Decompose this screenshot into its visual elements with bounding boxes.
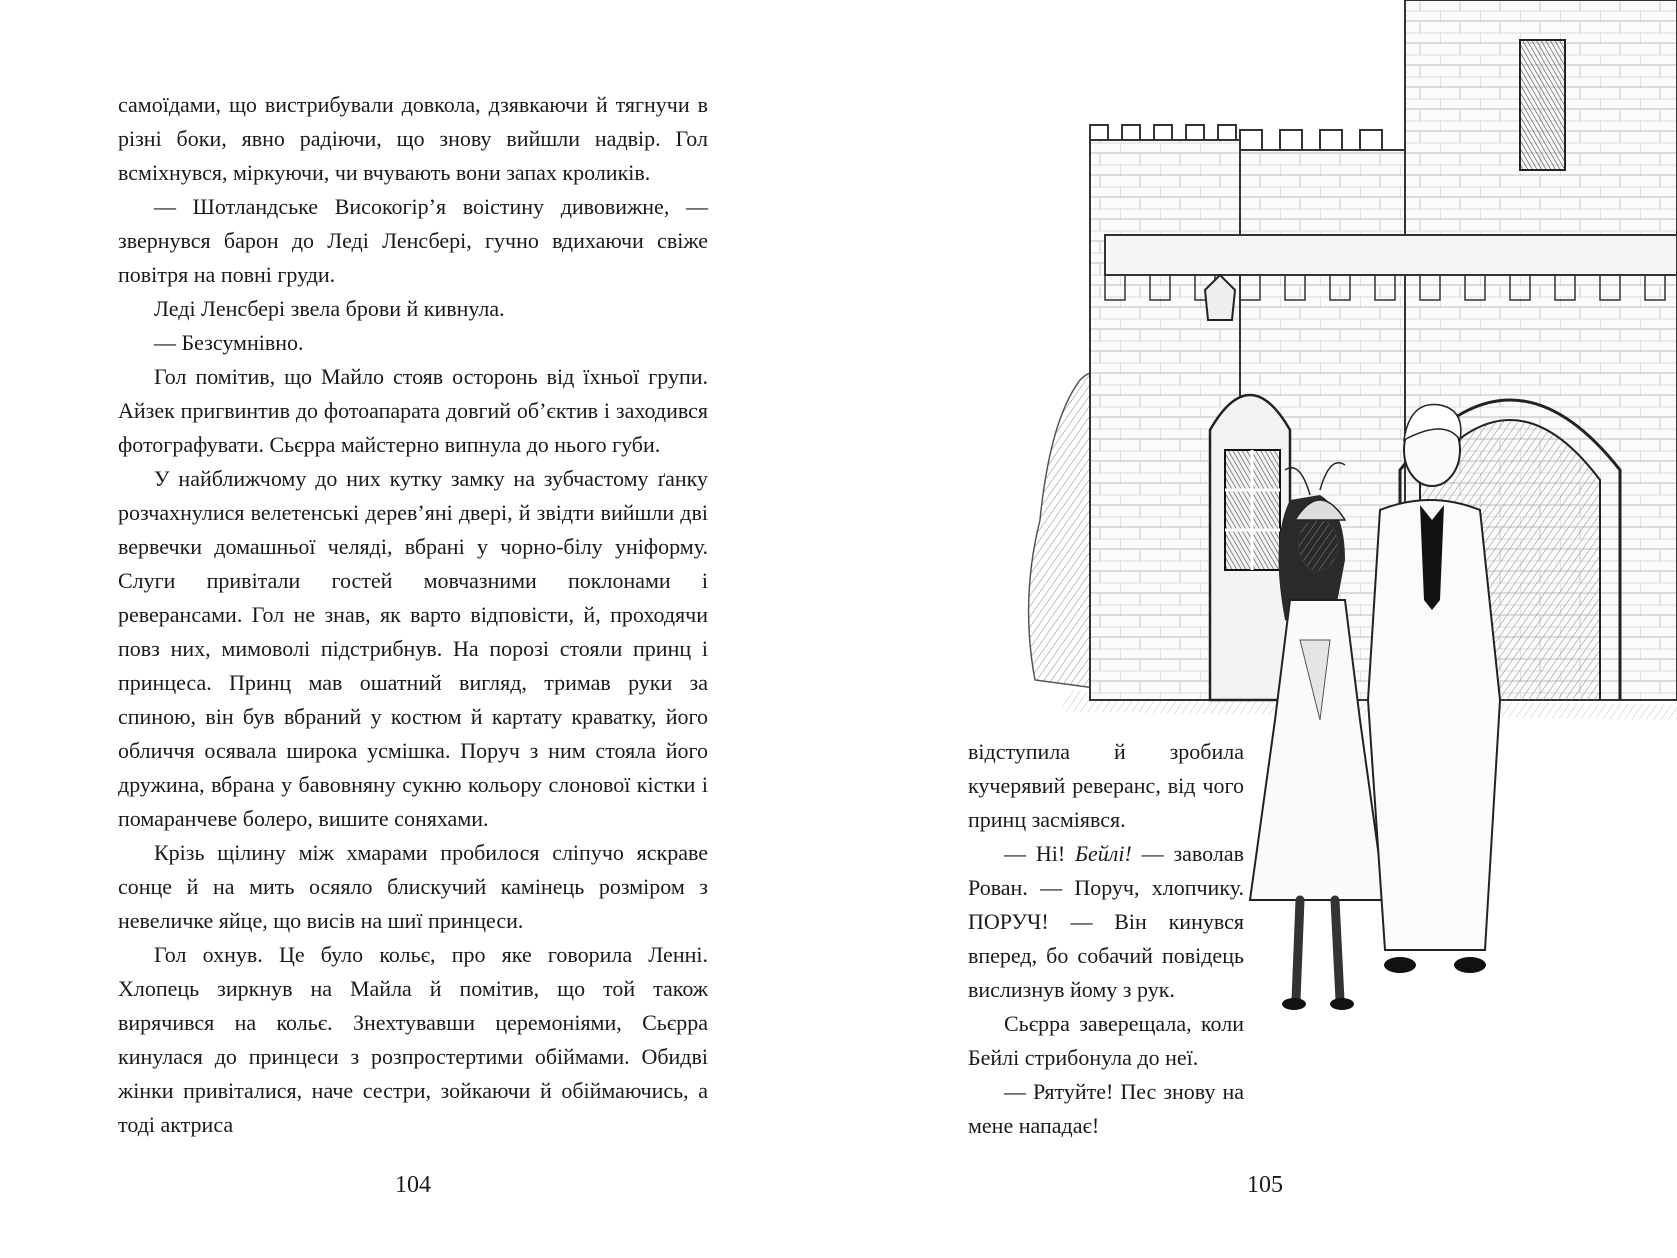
left-paragraph: Крізь щілину між хмарами пробилося сліпучо яскраве сонце й на мить осяяло блискучий камінець розміром з невеличке яйце, що висів на шиї принцеси. <box>118 840 708 933</box>
right-paragraph <box>968 1075 1244 1143</box>
left-page-text <box>118 88 708 1142</box>
left-paragraph: Гол помітив, що Майло стояв осторонь від їхньої групи. Айзек пригвинтив до фотоапарата довгий об’єктив і заходився фотографувати. Сьєрра майстерно випнула до нього губи. <box>118 364 708 457</box>
text-run: — Рятуйте! Пес знову на мене нападає! <box>968 1079 1244 1138</box>
text-run: — заволав Рован. — Поруч, хлопчику. ПОРУЧ! — Він кинувся вперед, бо собачий повідець вислизнув йому з рук. <box>968 841 1244 1002</box>
text-run: відступила й зробила кучерявий реверанс, від чого принц засміявся. <box>968 739 1244 832</box>
text-run: Сьєрра заверещала, коли Бейлі стрибонула до неї. <box>968 1011 1244 1070</box>
left-page-number: 104 <box>395 1172 431 1198</box>
left-paragraph: — Шотландське Високогір’я воістину дивовижне, — звернувся барон до Леді Ленсбері, гучно вдихаючи свіже повітря на повні груди. <box>118 194 708 287</box>
text-run: — Ні! <box>1004 841 1075 866</box>
left-paragraph: самоїдами, що вистрибували довкола, дзявкаючи й тягнучи в різні боки, явно радіючи, що знову вийшли надвір. Гол всміхнувся, міркуючи, чи вчувають вони запах кроликів. <box>118 92 708 185</box>
left-page <box>0 0 838 1258</box>
text-run: Бейлі! <box>1075 841 1132 866</box>
left-paragraph: Леді Ленсбері звела брови й кивнула. <box>154 296 505 321</box>
left-paragraph: Гол охнув. Це було кольє, про яке говорила Ленні. Хлопець зиркнув на Майла й помітив, що той також вирячився на кольє. Знехтувавши церемоніями, Сьєрра кинулася до принцеси з розпростертими обіймами. Обидві жінки привіталися, наче сестри, зойкаючи й обіймаючись, а тоді актриса <box>118 942 708 1137</box>
castle-couple-illustration <box>1000 0 1677 1070</box>
left-paragraph: У найближчому до них кутку замку на зубчастому ґанку розчахнулися велетенські дерев’яні двері, й звідти вийшли дві вервечки домашньої челяді, вбрані у чорно-білу уніформу. Слуги привітали гостей мовчазними поклонами і реверансами. Гол не знав, як варто відповісти, й, проходячи повз них, мимоволі підстрибнув. На порозі стояли принц і принцеса. Принц мав ошатний вигляд, тримав руки за спиною, він був вбраний у костюм й картату краватку, його обличчя осявала широка усмішка. Поруч з ним стояла його дружина, вбрана у бавовняну сукню кольору слонової кістки і помаранчеве болеро, вишите соняхами. <box>118 466 708 831</box>
left-paragraph: — Безсумнівно. <box>154 330 304 355</box>
right-page-number: 105 <box>1247 1172 1283 1198</box>
